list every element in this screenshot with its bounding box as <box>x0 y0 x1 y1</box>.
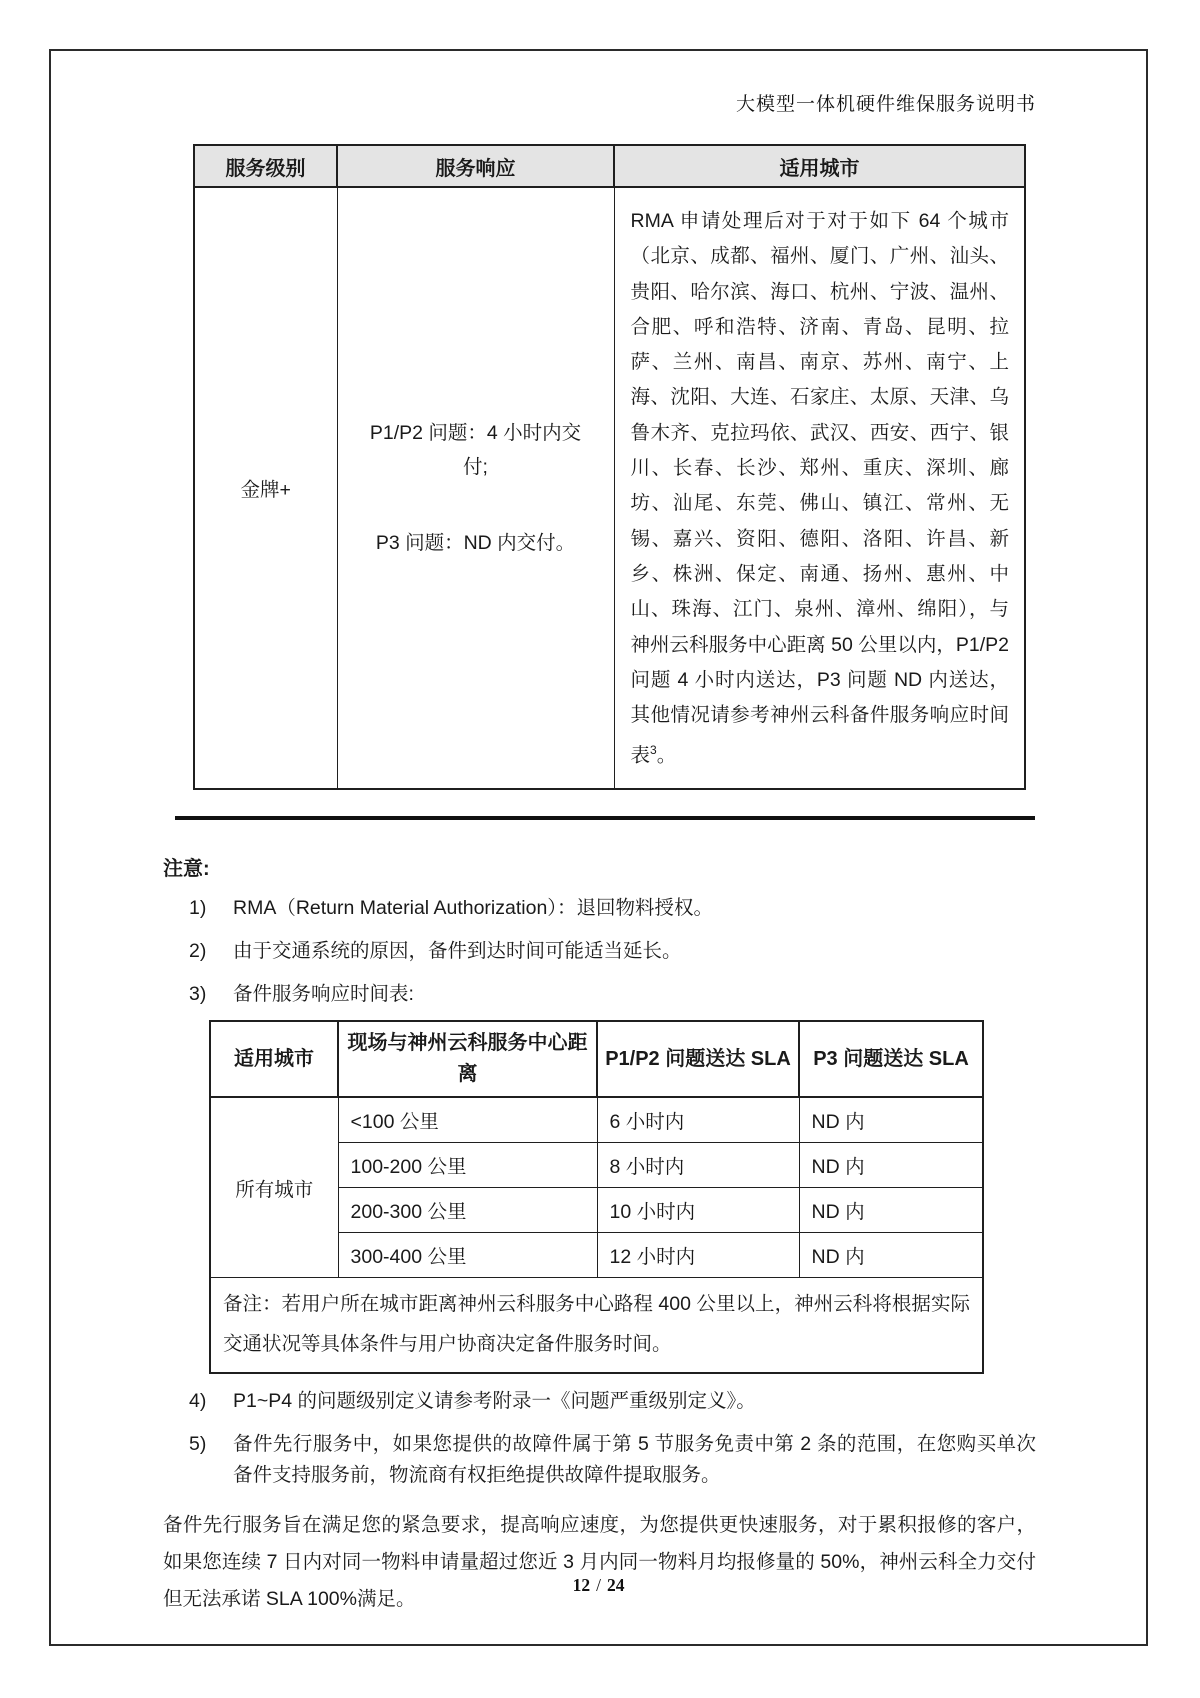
note-number: 4) <box>189 1389 207 1412</box>
applicable-cities-cell <box>614 187 1025 789</box>
sla-p3-cell: ND 内 <box>799 1097 983 1142</box>
page-number <box>51 1575 1146 1596</box>
note-item-2 <box>163 936 1036 967</box>
sla-p3-cell: ND 内 <box>799 1232 983 1277</box>
note-number: 1) <box>189 897 207 920</box>
sla-distance-header: 现场与神州云科服务中心距离 <box>338 1021 597 1097</box>
sla-distance-cell: 100-200 公里 <box>338 1142 597 1187</box>
sla-table-header-row <box>210 1021 983 1097</box>
service-table-header-row <box>194 145 1025 187</box>
service-level-cell: 金牌+ <box>194 187 337 789</box>
note-text: 由于交通系统的原因，备件到达时间可能适当延长。 <box>233 940 682 963</box>
applicable-cities-header: 适用城市 <box>614 145 1025 187</box>
cities-text: RMA 申请处理后对于对于如下 64 个城市（北京、成都、福州、厦门、广州、汕头、贵阳、哈尔滨、海口、杭州、宁波、温州、合肥、呼和浩特、济南、青岛、昆明、拉萨、兰州、南昌、南京、苏州、南宁、上海、沈阳、大连、石家庄、太原、天津、乌鲁木齐、克拉玛依、武汉、西安、西宁、银川、长春、长沙、郑州、重庆、深圳、廊坊、汕尾、东莞、佛山、镇江、常州、无锡、嘉兴、资阳、德阳、洛阳、许昌、新乡、株洲、保定、南通、扬州、惠州、中山、珠海、江门、泉州、漳州、绵阳），与神州云科服务中心距离 50 公里以内，P1/P2 问题 4 小时内送达，P3 问题 ND 内送达，其他情况请参考神州云科备件服务响应时间表 <box>630 210 1009 767</box>
note-text: RMA（Return Material Authorization）：退回物料授权。 <box>233 897 714 920</box>
note-item-3 <box>163 979 1036 1010</box>
response-p3: P3 问题：ND 内交付。 <box>375 532 576 555</box>
sla-p12-cell: 10 小时内 <box>597 1187 799 1232</box>
document-header-title: 大模型一体机硬件维保服务说明书 <box>735 94 1036 115</box>
sla-table-row <box>210 1097 983 1142</box>
note-text: 备件先行服务中，如果您提供的故障件属于第 5 节服务免责中第 2 条的范围，在您购买单次备件支持服务前，物流商有权拒绝提供故障件提取服务。 <box>233 1432 1036 1486</box>
sla-p12-cell: 8 小时内 <box>597 1142 799 1187</box>
note-item-1 <box>163 893 1036 924</box>
page-number-total: 24 <box>606 1575 625 1595</box>
response-p1p2: P1/P2 问题：4 小时内交付; <box>369 422 582 479</box>
page-frame <box>49 49 1148 1646</box>
service-table-row <box>194 187 1025 789</box>
sla-distance-cell: 300-400 公里 <box>338 1232 597 1277</box>
section-divider-rule <box>175 816 1035 820</box>
sla-p12-cell: 6 小时内 <box>597 1097 799 1142</box>
sla-distance-cell: 200-300 公里 <box>338 1187 597 1232</box>
sla-city-group-cell: 所有城市 <box>210 1097 338 1277</box>
sla-p3-header: P3 问题送达 SLA <box>799 1021 983 1097</box>
footnote-ref-3: 3 <box>650 743 657 758</box>
sla-footnote-cell: 备注：若用户所在城市距离神州云科服务中心路程 400 公里以上，神州云科将根据实际交通状况等具体条件与用户协商决定备件服务时间。 <box>210 1277 983 1373</box>
service-level-header: 服务级别 <box>194 145 337 187</box>
page-number-separator: / <box>596 1575 601 1595</box>
service-response-cell <box>337 187 614 789</box>
page-number-current: 12 <box>572 1575 591 1595</box>
closing-paragraph: 备件先行服务旨在满足您的紧急要求，提高响应速度，为您提供更快速服务，对于累积报修的客户，如果您连续 7 日内对同一物料申请量超过您近 3 月内同一物料月均报修量的 50%，神州云科全力交付但无法承诺 SLA 100%满足。 <box>163 1513 1036 1610</box>
sla-table-footnote-row <box>210 1277 983 1373</box>
page-content <box>51 51 1146 1618</box>
spare-parts-sla-table <box>209 1020 984 1374</box>
service-level-table <box>193 144 1026 790</box>
cities-period: 。 <box>656 744 677 767</box>
notes-label: 注意: <box>163 858 210 881</box>
service-response-header: 服务响应 <box>337 145 614 187</box>
sla-p12-cell: 12 小时内 <box>597 1232 799 1277</box>
sla-distance-cell: <100 公里 <box>338 1097 597 1142</box>
note-item-4 <box>163 1386 1036 1417</box>
note-text: P1~P4 的问题级别定义请参考附录一《问题严重级别定义》。 <box>233 1389 756 1412</box>
note-text: 备件服务响应时间表: <box>233 983 414 1006</box>
sla-p3-cell: ND 内 <box>799 1187 983 1232</box>
note-number: 2) <box>189 940 207 963</box>
sla-p12-header: P1/P2 问题送达 SLA <box>597 1021 799 1097</box>
sla-city-header: 适用城市 <box>210 1021 338 1097</box>
note-number: 3) <box>189 983 207 1006</box>
sla-p3-cell: ND 内 <box>799 1142 983 1187</box>
note-item-5 <box>163 1429 1036 1491</box>
note-number: 5) <box>189 1432 207 1455</box>
